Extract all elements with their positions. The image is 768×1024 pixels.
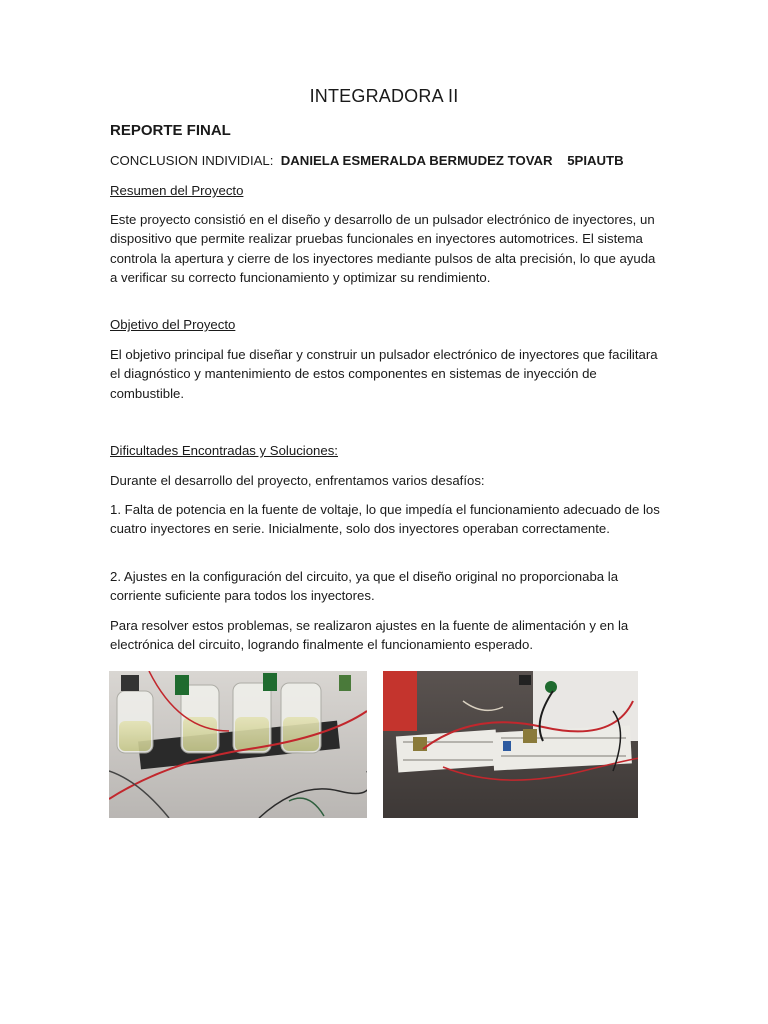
- difficulties-title: Dificultades Encontradas y Soluciones:: [110, 443, 338, 458]
- breadboard-circuit-photo: [383, 671, 638, 818]
- difficulties-intro: Durante el desarrollo del proyecto, enfrentamos varios desafíos:: [110, 473, 485, 488]
- conclusion-line: [110, 153, 624, 168]
- author-name: DANIELA ESMERALDA BERMUDEZ TOVAR: [280, 153, 553, 168]
- document-title: INTEGRADORA II: [309, 86, 459, 106]
- objective-title: Objetivo del Proyecto: [110, 317, 236, 332]
- injector-bottles-photo: [109, 671, 367, 818]
- report-heading: REPORTE FINAL: [110, 122, 231, 139]
- difficulty-item-2: 2. Ajustes en la configuración del circuito, ya que el diseño original no proporcionaba la corriente suficiente para todos los inyectores.: [110, 569, 619, 604]
- conclusion-label: CONCLUSION INDIVIDIAL:: [110, 153, 274, 168]
- summary-title: Resumen del Proyecto: [110, 183, 244, 198]
- resolution-text: Para resolver estos problemas, se realizaron ajustes en la fuente de alimentación y en la electrónica del circuito, logrando finalmente el funcionamiento esperado.: [110, 618, 629, 653]
- summary-text: Este proyecto consistió en el diseño y desarrollo de un pulsador electrónico de inyectores, un dispositivo que permite realizar pruebas funcionales en inyectores automotrices. El sistema controla la apertura y cierre de los inyectores mediante pulsos de alta precisión, lo que ayuda a verificar su correcto funcionamiento y optimizar su rendimiento.: [110, 212, 656, 285]
- objective-text: El objetivo principal fue diseñar y construir un pulsador electrónico de inyectores que facilitara el diagnóstico y mantenimiento de estos componentes en sistemas de inyección de combustible.: [110, 347, 658, 401]
- group-code: 5PIAUTB: [567, 153, 624, 168]
- difficulty-item-1: 1. Falta de potencia en la fuente de voltaje, lo que impedía el funcionamiento adecuado de los cuatro inyectores en serie. Inicialmente, solo dos inyectores operaban correctamente.: [110, 502, 660, 537]
